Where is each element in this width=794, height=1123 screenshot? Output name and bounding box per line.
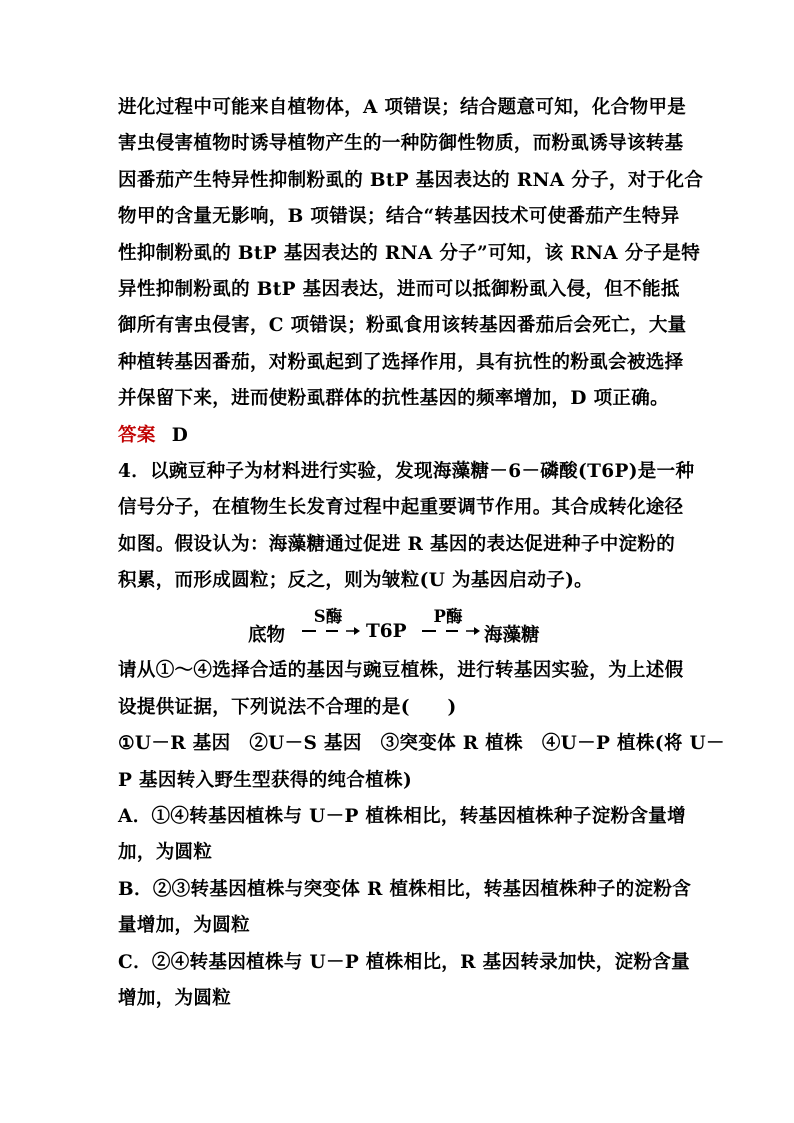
- question-line: 设提供证据，下列说法不合理的是( ): [118, 696, 457, 718]
- option-a-line: 加，为圆粒: [118, 842, 213, 864]
- text-line: 并保留下来，进而使粉虱群体的抗性基因的频率增加，D 项正确。: [118, 388, 669, 410]
- text-line: 种植转基因番茄，对粉虱起到了选择作用，具有抗性的粉虱会被选择: [118, 351, 684, 373]
- enzyme1-label: S酶: [313, 607, 343, 627]
- text-line: 性抑制粉虱的 BtP 基因表达的 RNA 分子”可知，该 RNA 分子是特: [118, 242, 701, 264]
- substrate-label: 底物: [248, 625, 286, 647]
- option-b-line: B．②③转基因植株与突变体 R 植株相比，转基因植株种子的淀粉含: [118, 878, 692, 900]
- text-line: 御所有害虫侵害，C 项错误；粉虱食用该转基因番茄后会死亡，大量: [118, 315, 687, 337]
- question-line: ①U－R 基因 ②U－S 基因 ③突变体 R 植株 ④U－P 植株(将 U－: [118, 733, 725, 755]
- question-line: 请从①～④选择合适的基因与豌豆植株，进行转基因实验，为上述假: [118, 660, 684, 682]
- pathway-equation: [118, 605, 678, 653]
- text-line: 因番茄产生特异性抑制粉虱的 BtP 基因表达的 RNA 分子，对于化合: [118, 169, 704, 191]
- option-c-line: C．②④转基因植株与 U－P 植株相比，R 基因转录加快，淀粉含量: [118, 951, 691, 973]
- option-a-line: A．①④转基因植株与 U－P 植株相比，转基因植株种子淀粉含量增: [118, 806, 686, 828]
- product1-label: T6P: [366, 621, 407, 643]
- text-line: 异性抑制粉虱的 BtP 基因表达，进而可以抵御粉虱入侵，但不能抵: [118, 278, 680, 300]
- document-page: [118, 90, 725, 1017]
- text-line: 物甲的含量无影响，B 项错误；结合“转基因技术可使番茄产生特异: [118, 206, 680, 228]
- arrow-icon: [298, 621, 360, 641]
- answer-line: [118, 418, 678, 454]
- option-c-line: 增加，为圆粒: [118, 987, 232, 1009]
- option-b-line: 量增加，为圆粒: [118, 915, 250, 937]
- product2-label: 海藻糖: [484, 625, 540, 647]
- question-line: P 基因转入野生型获得的纯合植株): [118, 769, 413, 791]
- question-line: 如图。假设认为：海藻糖通过促进 R 基因的表达促进种子中淀粉的: [118, 533, 676, 555]
- text-line: 进化过程中可能来自植物体，A 项错误；结合题意可知，化合物甲是: [118, 97, 687, 118]
- enzyme2-label: P酶: [433, 607, 463, 627]
- question-line: 积累，而形成圆粒；反之，则为皱粒(U 为基因启动子)。: [118, 570, 594, 592]
- text-line: 害虫侵害植物时诱导植物产生的一种防御性物质，而粉虱诱导该转基: [118, 133, 684, 155]
- answer-value: D: [171, 424, 189, 446]
- answer-label: 答案: [118, 424, 156, 446]
- question-line: 4．以豌豆种子为材料进行实验，发现海藻糖－6－磷酸(T6P)是一种: [118, 460, 695, 482]
- arrow-icon: [418, 621, 480, 641]
- question-line: 信号分子，在植物生长发育过程中起重要调节作用。其合成转化途径: [118, 497, 684, 519]
